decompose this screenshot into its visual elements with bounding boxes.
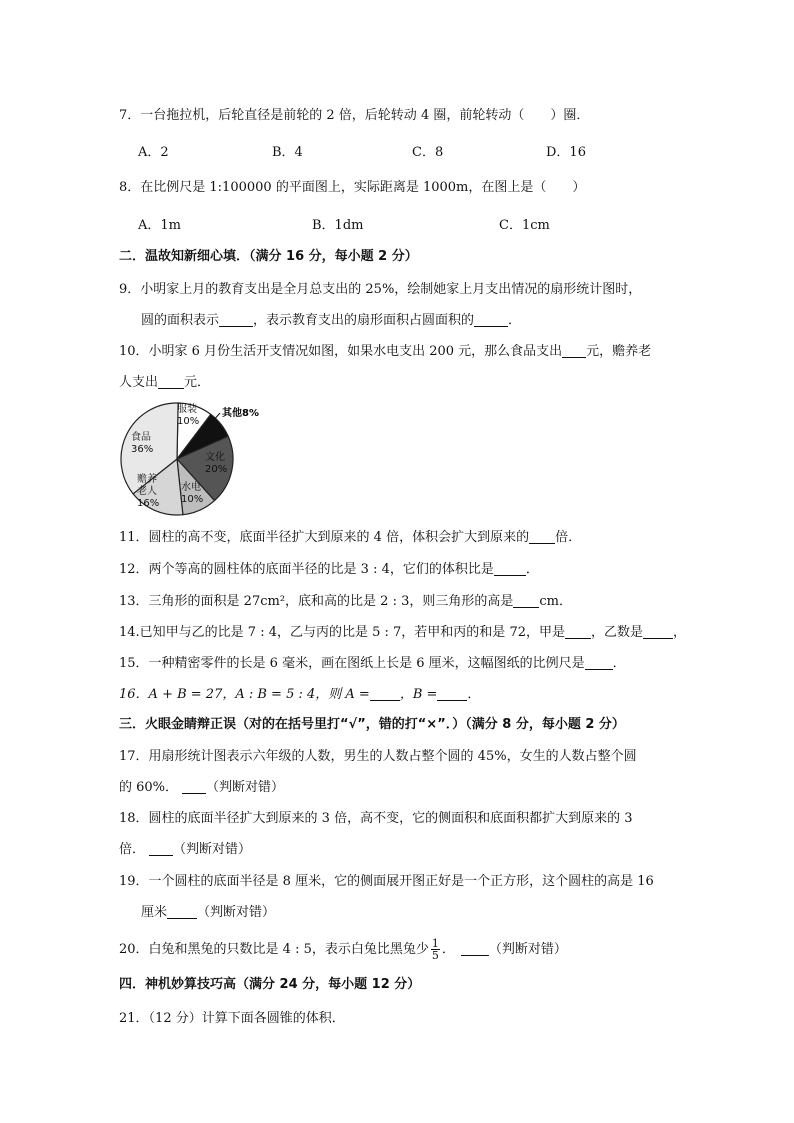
- q20-text-a: 20．白兔和黑兔的只数比是 4 : 5，表示白兔比黑兔少: [119, 942, 429, 957]
- q17-text-b: （判断对错）: [206, 780, 285, 795]
- q11-text-a: 11．圆柱的高不变，底面半径扩大到原来的 4 倍，体积会扩大到原来的: [119, 530, 530, 545]
- q14-text-a: 14.已知甲与乙的比是 7 : 4，乙与丙的比是 5 : 7，若甲和丙的和是 72，甲是: [119, 625, 565, 640]
- q16-text-a: 16．A + B = 27，A : B = 5 : 4，则 A =: [119, 687, 370, 702]
- q8-option-a: A．1m: [138, 218, 181, 233]
- q16-text-c: ．: [467, 687, 481, 702]
- q14-text-b: ，乙数是: [591, 625, 644, 640]
- answer-blank[interactable]: [219, 312, 253, 327]
- answer-blank[interactable]: [585, 655, 613, 670]
- pie-label-1: 10%: [177, 416, 200, 427]
- question-13: [119, 593, 572, 611]
- q9-text-b: ，表示教育支出的扇形面积占圆面积的: [253, 313, 475, 328]
- answer-blank[interactable]: [513, 593, 539, 608]
- q8-option-b: B．1dm: [312, 218, 364, 233]
- q9-text-a: 圆的面积表示: [141, 313, 220, 328]
- q12-text-a: 12．两个等高的圆柱体的底面半径的比是 3 : 4，它们的体积比是: [119, 562, 494, 577]
- fraction-numerator: 1: [431, 937, 439, 950]
- pie-label-4: 水电: [181, 482, 201, 493]
- answer-blank[interactable]: [370, 686, 400, 701]
- fraction: [431, 938, 440, 961]
- answer-blank[interactable]: [643, 624, 673, 639]
- expense-pie-chart: [119, 400, 279, 518]
- answer-blank[interactable]: [474, 312, 508, 327]
- pie-label-5: 16%: [137, 498, 160, 509]
- section-2-heading: 二．温故知新细心填．（满分 16 分，每小题 2 分）: [119, 249, 418, 264]
- q10-text-a: 10．小明家 6 月份生活开支情况如图，如果水电支出 200 元，那么食品支出: [119, 344, 563, 359]
- q7-option-c: C．8: [412, 145, 444, 160]
- q19-text-b: （判断对错）: [197, 905, 276, 920]
- q9-text-c: ．: [508, 313, 522, 328]
- section-4-heading: 四．神机妙算技巧高（满分 24 分，每小题 12 分）: [119, 977, 421, 992]
- q20-text-c: （判断对错）: [488, 942, 567, 957]
- question-14: [119, 624, 686, 642]
- question-18-line-1: 18．圆柱的底面半径扩大到原来的 3 倍，高不变，它的侧面积和底面积都扩大到原来的 3: [119, 811, 633, 826]
- fraction-denominator: 5: [431, 949, 439, 962]
- question-12: [119, 561, 539, 579]
- pie-label-6: 36%: [131, 444, 154, 455]
- answer-blank[interactable]: [158, 374, 184, 389]
- answer-blank[interactable]: [529, 529, 555, 544]
- q20-text-b: ．: [441, 942, 455, 957]
- q15-text-a: 15．一种精密零件的长是 6 毫米，画在图纸上长是 6 厘米，这幅图纸的比例尺是: [119, 656, 585, 671]
- question-15: [119, 655, 626, 673]
- answer-blank[interactable]: [494, 561, 526, 576]
- q13-text-a: 13．三角形的面积是 27cm²，底和高的比是 2 : 3，则三角形的高是: [119, 594, 514, 609]
- answer-blank[interactable]: [182, 779, 206, 794]
- pie-label-6: 食品: [131, 432, 151, 443]
- question-18-line-2: [119, 841, 251, 859]
- q13-text-b: cm．: [539, 594, 572, 609]
- q7-option-a: A．2: [138, 145, 169, 160]
- pie-label-4: 10%: [181, 494, 204, 505]
- q15-text-b: ．: [612, 656, 626, 671]
- q8-option-c: C．1cm: [499, 218, 550, 233]
- answer-blank[interactable]: [149, 841, 173, 856]
- pie-label-5: 赡养: [137, 474, 157, 485]
- q10-text-c: 人支出: [119, 375, 159, 390]
- pie-label-3: 20%: [205, 464, 228, 475]
- question-11: [119, 529, 581, 547]
- question-19-line-2: [141, 904, 275, 922]
- q14-text-c: ，: [673, 625, 687, 640]
- question-9-line-1: 9．小明家上月的教育支出是全月总支出的 25%，绘制她家上月支出情况的扇形统计图时，: [119, 282, 642, 297]
- q12-text-b: ．: [525, 562, 539, 577]
- answer-blank[interactable]: [461, 941, 489, 956]
- question-9-line-2: [141, 312, 521, 330]
- question-10-line-1: [119, 343, 651, 361]
- q18-text-a: 倍．: [119, 842, 146, 857]
- question-20: [119, 938, 567, 961]
- answer-blank[interactable]: [562, 343, 586, 358]
- question-17-line-1: 17．用扇形统计图表示六年级的人数，男生的人数占整个圆的 45%，女生的人数占整个圆: [119, 749, 637, 764]
- q7-option-b: B．4: [272, 145, 303, 160]
- question-17-line-2: [119, 779, 284, 797]
- section-3-heading: 三．火眼金睛辩正误（对的在括号里打“√”，错的打“×”．）（满分 8 分，每小题 2 分）: [119, 717, 625, 732]
- q19-text-a: 厘米: [141, 905, 168, 920]
- q7-option-d: D．16: [546, 145, 586, 160]
- question-16: [119, 686, 480, 704]
- pie-label-3: 文化: [205, 452, 225, 463]
- question-19-line-1: 19．一个圆柱的底面半径是 8 厘米，它的侧面展开图正好是一个正方形，这个圆柱的高是 16: [119, 874, 654, 889]
- q10-text-b: 元，赡养老: [586, 344, 652, 359]
- answer-blank[interactable]: [167, 904, 197, 919]
- q10-text-d: 元．: [184, 375, 211, 390]
- question-10-line-2: [119, 374, 210, 392]
- q18-text-b: （判断对错）: [173, 842, 252, 857]
- answer-blank[interactable]: [437, 686, 467, 701]
- q16-text-b: ，B =: [399, 687, 438, 702]
- pie-label-1: 服装: [177, 404, 197, 415]
- q17-text-a: 的 60%．: [119, 780, 179, 795]
- q11-text-b: 倍．: [555, 530, 582, 545]
- question-21: 21．（12 分）计算下面各圆锥的体积．: [119, 1011, 345, 1026]
- pie-label-5: 老人: [137, 486, 157, 497]
- answer-blank[interactable]: [565, 624, 591, 639]
- question-7: 7．一台拖拉机，后轮直径是前轮的 2 倍，后轮转动 4 圈，前轮转动（ ）圈．: [119, 108, 590, 123]
- pie-label-other: 其他8%: [222, 408, 259, 419]
- question-8: 8．在比例尺是 1:100000 的平面图上，实际距离是 1000m，在图上是（ ）: [119, 180, 586, 195]
